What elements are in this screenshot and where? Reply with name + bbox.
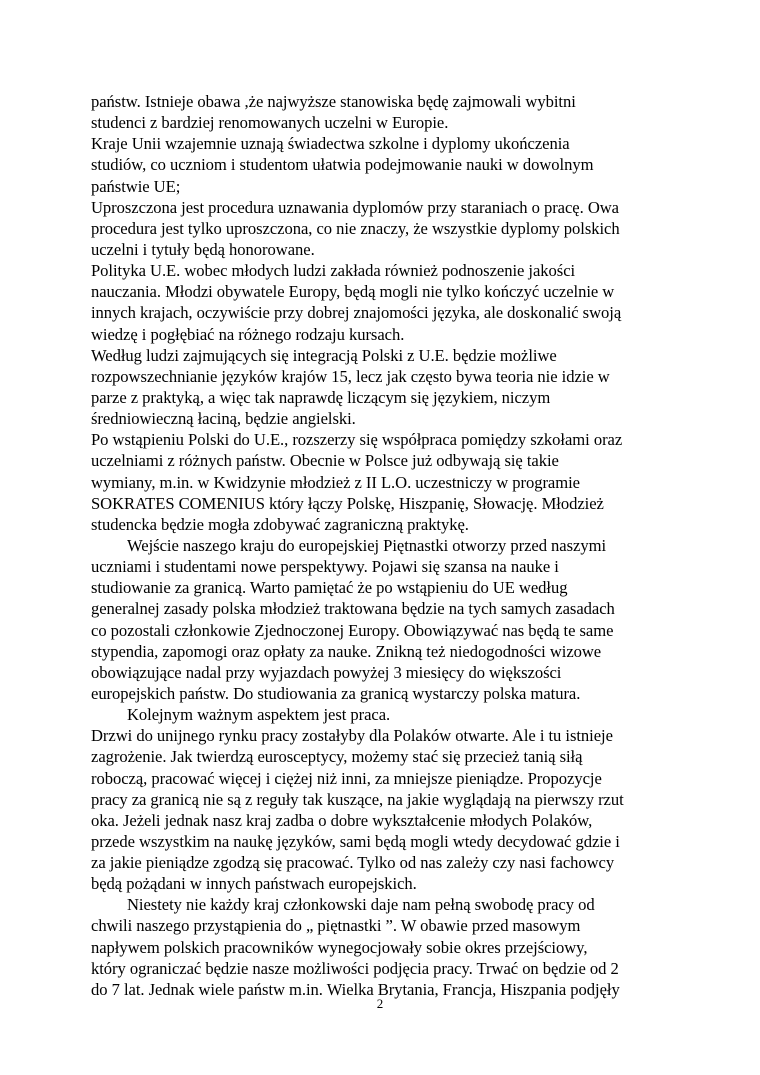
text-line: Według ludzi zajmujących się integracją Polski z U.E. będzie możliwe [91,345,557,365]
text-line: uczelni i tytuły będą honorowane. [91,239,315,259]
text-line: zagrożenie. Jak twierdzą eurosceptycy, możemy stać się przecież tanią siłą [91,747,583,767]
text-line: innych krajach, oczywiście przy dobrej znajomości języka, ale doskonalić swoją [91,303,622,323]
text-line: wymiany, m.in. w Kwidzynie młodzież z II L.O. uczestniczy w programie [91,472,580,492]
text-line: który ograniczać będzie nasze możliwości podjęcia pracy. Trwać on będzie od 2 [91,958,619,978]
text-line: będą pożądani w innych państwach europejskich. [91,874,417,894]
text-line: nauczania. Młodzi obywatele Europy, będą mogli nie tylko kończyć uczelnie w [91,282,615,302]
text-line-indented: Wejście naszego kraju do europejskiej Piętnastki otworzy przed naszymi [127,535,606,555]
text-line-indented: Kolejnym ważnym aspektem jest praca. [127,705,391,725]
text-line-indented: Niestety nie każdy kraj członkowski daje nam pełną swobodę pracy od [127,895,595,915]
text-line: pracy za granicą nie są z reguły tak kuszące, na jakie wyglądają na pierwszy rzut [91,789,624,809]
document-body [91,91,681,1000]
text-line: Drzwi do unijnego rynku pracy zostałyby dla Polaków otwarte. Ale i tu istnieje [91,726,613,746]
text-line: do 7 lat. Jednak wiele państw m.in. Wielka Brytania, Francja, Hiszpania podjęły [91,979,620,999]
text-line: europejskich państw. Do studiowania za granicą wystarczy polska matura. [91,683,581,703]
text-line: Kraje Unii wzajemnie uznają świadectwa szkolne i dyplomy ukończenia [91,134,570,154]
text-line: chwili naszego przystąpienia do „ piętnastki ”. W obawie przed masowym [91,916,581,936]
text-line: Po wstąpieniu Polski do U.E., rozszerzy się współpraca pomiędzy szkołami oraz [91,430,623,450]
text-line: co pozostali członkowie Zjednoczonej Europy. Obowiązywać nas będą te same [91,620,614,640]
text-line: uczelniami z różnych państw. Obecnie w Polsce już odbywają się takie [91,451,559,471]
text-line: rozpowszechnianie języków krajów 15, lecz jak często bywa teoria nie idzie w [91,366,610,386]
text-line: stypendia, zapomogi oraz opłaty za nauke. Znikną też niedogodności wizowe [91,641,602,661]
text-line: obowiązujące nadal przy wyjazdach powyżej 3 miesięcy do większości [91,662,562,682]
text-line: uczniami i studentami nowe perspektywy. Pojawi się szansa na nauke i [91,557,559,577]
text-line: generalnej zasady polska młodzież traktowana będzie na tych samych zasadach [91,599,615,619]
text-line: państw. Istnieje obawa ,że najwyższe stanowiska będę zajmowali wybitni [91,92,576,111]
text-line: Polityka U.E. wobec młodych ludzi zakłada również podnoszenie jakości [91,261,576,281]
page-number: 2 [376,996,384,1011]
text-line: średniowieczną łaciną, będzie angielski. [91,409,356,429]
text-line: procedura jest tylko uproszczona, co nie znaczy, że wszystkie dyplomy polskich [91,218,620,238]
text-line: państwie UE; [91,176,181,196]
text-line: przede wszystkim na naukę języków, sami będą mogli wtedy decydować gdzie i [91,831,620,851]
text-line: oka. Jeżeli jednak nasz kraj zadba o dobre wykształcenie młodych Polaków, [91,810,593,830]
text-line: studenci z bardziej renomowanych uczelni w Europie. [91,113,449,133]
text-line: parze z praktyką, a więc tak naprawdę liczącym się językiem, niczym [91,387,551,407]
text-line: studencka będzie mogła zdobywać zagraniczną praktykę. [91,514,469,534]
text-line: Uproszczona jest procedura uznawania dyplomów przy staraniach o pracę. Owa [91,197,619,217]
text-line: za jakie pieniądze zgodzą się pracować. Tylko od nas zależy czy nasi fachowcy [91,853,615,873]
text-line: wiedzę i pogłębiać na różnego rodzaju kursach. [91,324,405,344]
text-line: studiów, co uczniom i studentom ułatwia podejmowanie nauki w dowolnym [91,155,594,175]
text-line: SOKRATES COMENIUS który łączy Polskę, Hiszpanię, Słowację. Młodzież [91,493,604,513]
text-line: studiowanie za granicą. Warto pamiętać że po wstąpieniu do UE według [91,578,568,598]
text-line: roboczą, pracować więcej i ciężej niż inni, za mniejsze pieniądze. Propozycje [91,768,602,788]
text-line: napływem polskich pracowników wynegocjowały sobie okres przejściowy, [91,937,588,957]
